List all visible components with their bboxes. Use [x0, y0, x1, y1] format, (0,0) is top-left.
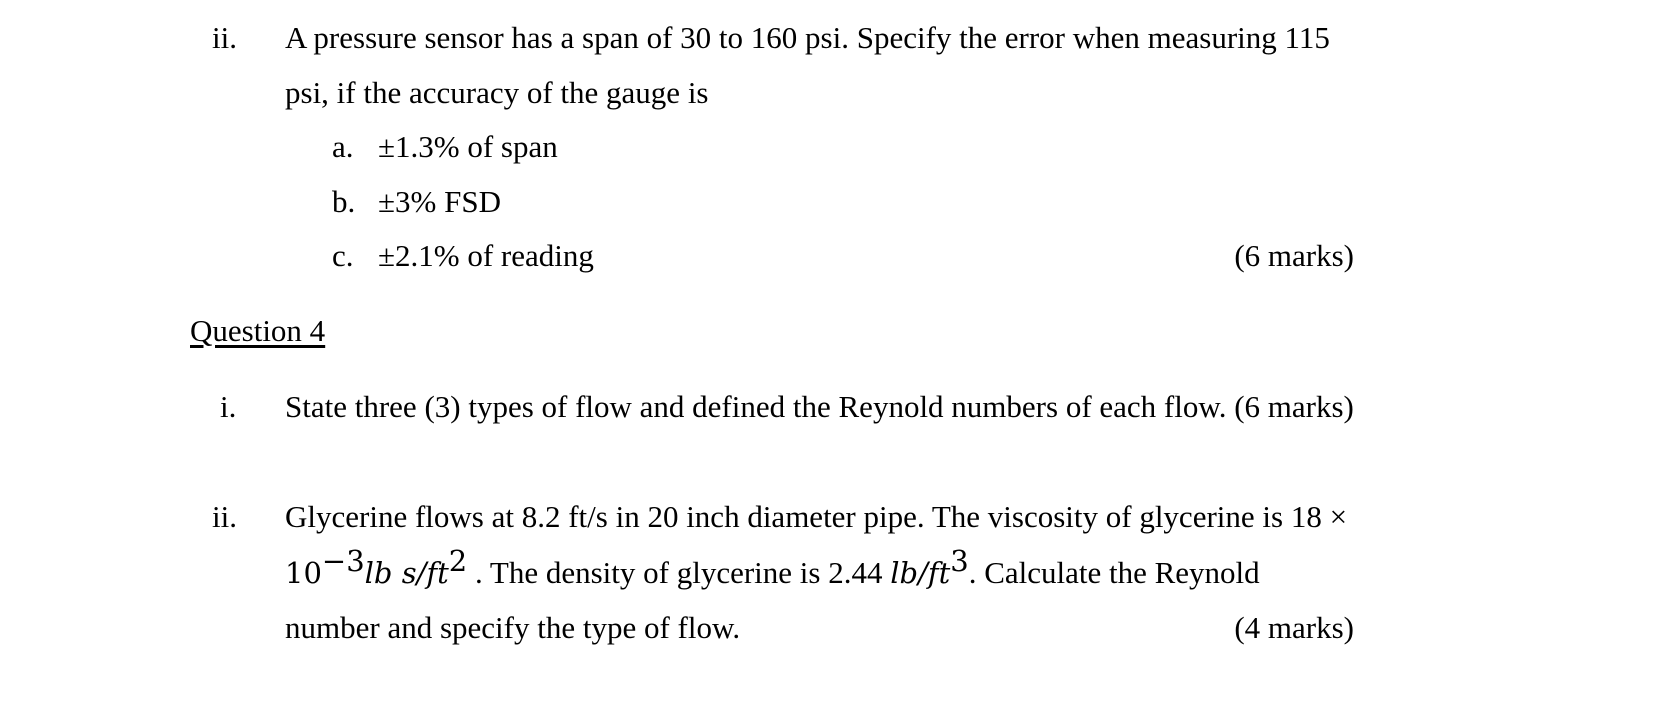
q3-part2-marks: (6 marks) — [1234, 238, 1354, 273]
viscosity-unit-exponent: 2 — [448, 544, 468, 578]
density-text: . The density of glycerine is 2.44 — [467, 555, 891, 590]
viscosity-base: 10 — [285, 556, 322, 590]
question-4-heading: Question 4 — [190, 313, 326, 348]
viscosity-exponent: −3 — [321, 544, 365, 578]
q3-option-b-text: ±3% FSD — [378, 184, 501, 219]
q3-option-a-text: ±1.3% of span — [378, 129, 558, 164]
q4-part2-line3: number and specify the type of flow. — [285, 610, 741, 645]
q3-part2-line2: psi, if the accuracy of the gauge is — [285, 75, 709, 110]
q3-option-c-letter: c. — [332, 238, 354, 273]
q3-option-b-letter: b. — [332, 184, 356, 219]
q3-part2-line1: A pressure sensor has a span of 30 to 160 psi. Specify the error when measuring 115 — [285, 20, 1330, 55]
calculate-text: . Calculate the Reynold — [968, 555, 1260, 590]
q4-part2-numeral: ii. — [212, 499, 237, 534]
q4-part2-marks: (4 marks) — [1234, 610, 1354, 645]
density-unit: lb/ft — [890, 556, 951, 590]
q4-part2-line2 — [285, 544, 1260, 591]
density-unit-exponent: 3 — [950, 544, 969, 578]
q4-part1-numeral: i. — [220, 389, 237, 424]
q3-option-a-letter: a. — [332, 129, 354, 164]
viscosity-unit: lb s/ft — [364, 556, 449, 590]
q3-part2-numeral: ii. — [212, 20, 237, 55]
q3-option-c-text: ±2.1% of reading — [378, 238, 594, 273]
q4-part1-text: State three (3) types of flow and defined the Reynold numbers of each flow. (6 marks) — [285, 389, 1354, 424]
q4-part2-line1: Glycerine flows at 8.2 ft/s in 20 inch diameter pipe. The viscosity of glycerine is 18 × — [285, 499, 1348, 534]
